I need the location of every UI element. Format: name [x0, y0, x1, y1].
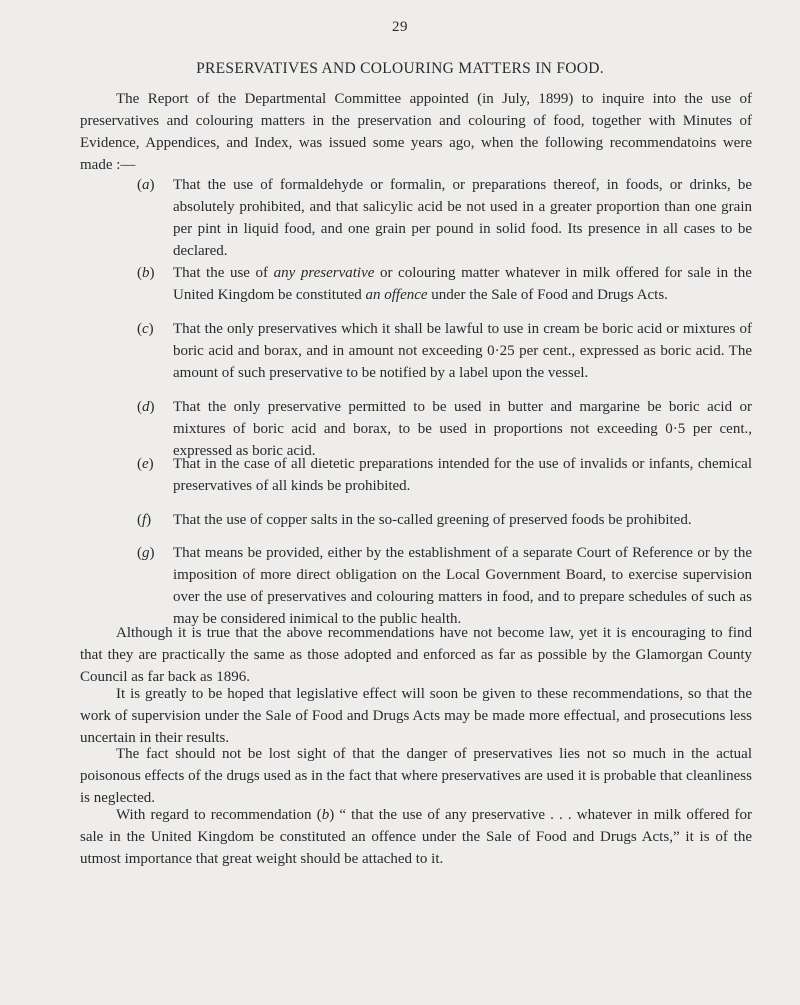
rec-letter-g: (g) — [137, 545, 155, 561]
recommendation-a: That the use of formaldehyde or formalin, or preparations thereof, in foods, or drinks, be absolutely prohibited, and that salicylic acid be not used in a greater proportion than one grain per pint in liquid food, and one grain per pound in solid food. Its presence in all cases to be declared. — [173, 177, 752, 259]
paragraph-legislative: It is greatly to be hoped that legislative effect will soon be given to these recommendations, so that the work of supervision under the Sale of Food and Drugs Acts may be made more effectual, and prosecutions less uncertain in their results. — [80, 686, 752, 746]
page-number: 29 — [392, 19, 408, 35]
rec-letter-d: (d) — [137, 399, 155, 415]
intro-paragraph: The Report of the Departmental Committee appointed (in July, 1899) to inquire into the use of preservatives and colouring matters in the preservation and colouring of food, together with Minutes of Evidence, Appendices, and Index, was issued some years ago, when the following recommendatoins were made :— — [80, 91, 752, 173]
rec-letter-b: (b) — [137, 265, 155, 281]
recommendation-f: That the use of copper salts in the so-called greening of preserved foods be prohibited. — [173, 512, 692, 528]
recommendation-g: That means be provided, either by the establishment of a separate Court of Reference or by the imposition of more direct obligation on the Local Government Board, to exercise supervision over the use of preservatives and colouring matters in food, and to prepare schedules of such as may be considered inimical to the public health. — [173, 545, 752, 627]
rec-letter-f: (f) — [137, 512, 152, 528]
recommendation-e: That in the case of all dietetic preparations intended for the use of invalids or infants, chemical preservatives of all kinds be prohibited. — [173, 456, 752, 494]
paragraph-recommendation-b: With regard to recommendation (b) “ that the use of any preservative . . . whatever in milk offered for sale in the United Kingdom be constituted an offence under the Sale of Food and Drugs Acts,” it is of the utmost importance that great weight should be attached to it. — [80, 807, 752, 867]
rec-letter-c: (c) — [137, 321, 154, 337]
page-title: PRESERVATIVES AND COLOURING MATTERS IN FOOD. — [196, 60, 604, 77]
recommendation-b: That the use of any preservative or colouring matter whatever in milk offered for sale in the United Kingdom be constituted an offence under the Sale of Food and Drugs Acts. — [173, 265, 752, 303]
rec-letter-e: (e) — [137, 456, 154, 472]
paragraph-cleanliness: The fact should not be lost sight of that the danger of preservatives lies not so much in the actual poisonous effects of the drugs used as in the fact that where preservatives are used it is probable that cleanliness is neglected. — [80, 746, 752, 806]
recommendation-d: That the only preservative permitted to be used in butter and margarine be boric acid or mixtures of boric acid and borax, to be used in proportions not exceeding 0·5 per cent., expressed as boric acid. — [173, 399, 752, 459]
paragraph-glamorgan: Although it is true that the above recommendations have not become law, yet it is encouraging to find that they are practically the same as those adopted and enforced as far as possible by the Glamorgan County Council as far back as 1896. — [80, 625, 752, 685]
recommendation-c: That the only preservatives which it shall be lawful to use in cream be boric acid or mixtures of boric acid and borax, and in amount not exceeding 0·25 per cent., expressed as boric acid. The amount of such preservative to be notified by a label upon the vessel. — [173, 321, 752, 381]
rec-letter-a: (a) — [137, 177, 155, 193]
